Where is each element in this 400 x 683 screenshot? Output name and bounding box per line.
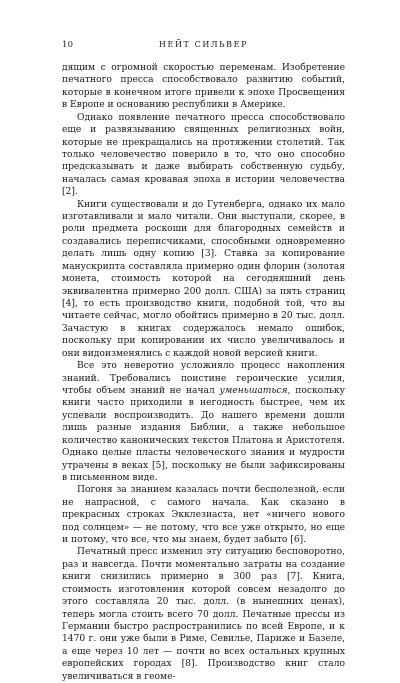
paragraph-3: Книги существовали и до Гутенберга, однако их мало изготавливали и мало читали. Они выступали, скорее, в роли предмета роскоши для благородных семейств и создавались переписчиками, способными одновременно делать лишь одну копию [3]. Ставка за копирование манускрипта составляла примерно один флорин (золотая монета, стоимость которой на сегодняшний день эквивалентна примерно 200 долл. США) за пять страниц [4], то есть производство книги, подобной той, что вы читаете сейчас, могло обойтись примерно в 20 тыс. долл. Зачастую в книгах содержалось немало ошибок, поскольку при копировании их число увеличивалось и они видоизменялись с каждой новой версией книги.	[62, 199, 345, 359]
paragraph-6: Печатный пресс изменил эту ситуацию бесповоротно, раз и навсегда. Почти моментально затраты на создание книги снизились примерно в 300 раз [7]. Книга, стоимость изготовления которой совсем незадолго до этого составляла 20 тыс. долл. (в нынешних ценах), теперь могла стоить всего 70 долл. Печатные прессы из Германии быстро распространились по всей Европе, и к 1470 г. они уже были в Риме, Севилье, Париже и Базеле, а еще через 10 лет — почти во всех остальных крупных европейских городах [8]. Производство книг стало увеличиваться в геоме-	[62, 547, 345, 682]
running-head-author: НЕЙТ СИЛЬВЕР	[158, 40, 249, 49]
body-text	[62, 62, 345, 683]
paragraph-4-text-a: Все это неверотно усложняло процесс накопления знаний. Требовались поистине героические усилия, чтобы объем знаний не начал	[62, 361, 345, 396]
page-header	[62, 40, 345, 52]
paragraph-4-emphasis: уменьшаться	[219, 385, 288, 396]
paragraph-4	[62, 360, 345, 484]
paragraph-2: Однако появление печатного пресса способствовало еще и развязыванию священных религиозных войн, которые не прекращались на протяжении столетий. Так только человечество поверило в то, что оно способно предсказывать и даже выбирать собственную судьбу, началась самая кровавая эпоха в истории человечества [2].	[62, 112, 345, 198]
paragraph-4-text-b: , поскольку книги часто приходили в негодность быстрее, чем их успевали воспроизводить. До нашего времени дошли лишь разные издания Библии, а также небольшое количество канонических текстов Платона и Аристотеля. Однако целые пласты человеческого знания и мудрости утрачены в веках [5], поскольку не были зафиксированы в письменном виде.	[62, 385, 345, 483]
paragraph-1: дящим с огромной скоростью переменам. Изобретение печатного пресса способствовало развитию событий, которые в конечном итоге привели к эпохе Просвещения в Европе и основанию республики в Америке.	[62, 63, 345, 111]
paragraph-5: Погоня за знанием казалась почти бесполезной, если не напрасной, с самого начала. Как сказано в прекрасных строках Экклезиаста, нет «ничего нового под солнцем» — не потому, что все уже открыто, но еще и потому, что все, что мы знаем, будет забыто [6].	[62, 485, 345, 546]
page-number: 10	[62, 40, 74, 50]
